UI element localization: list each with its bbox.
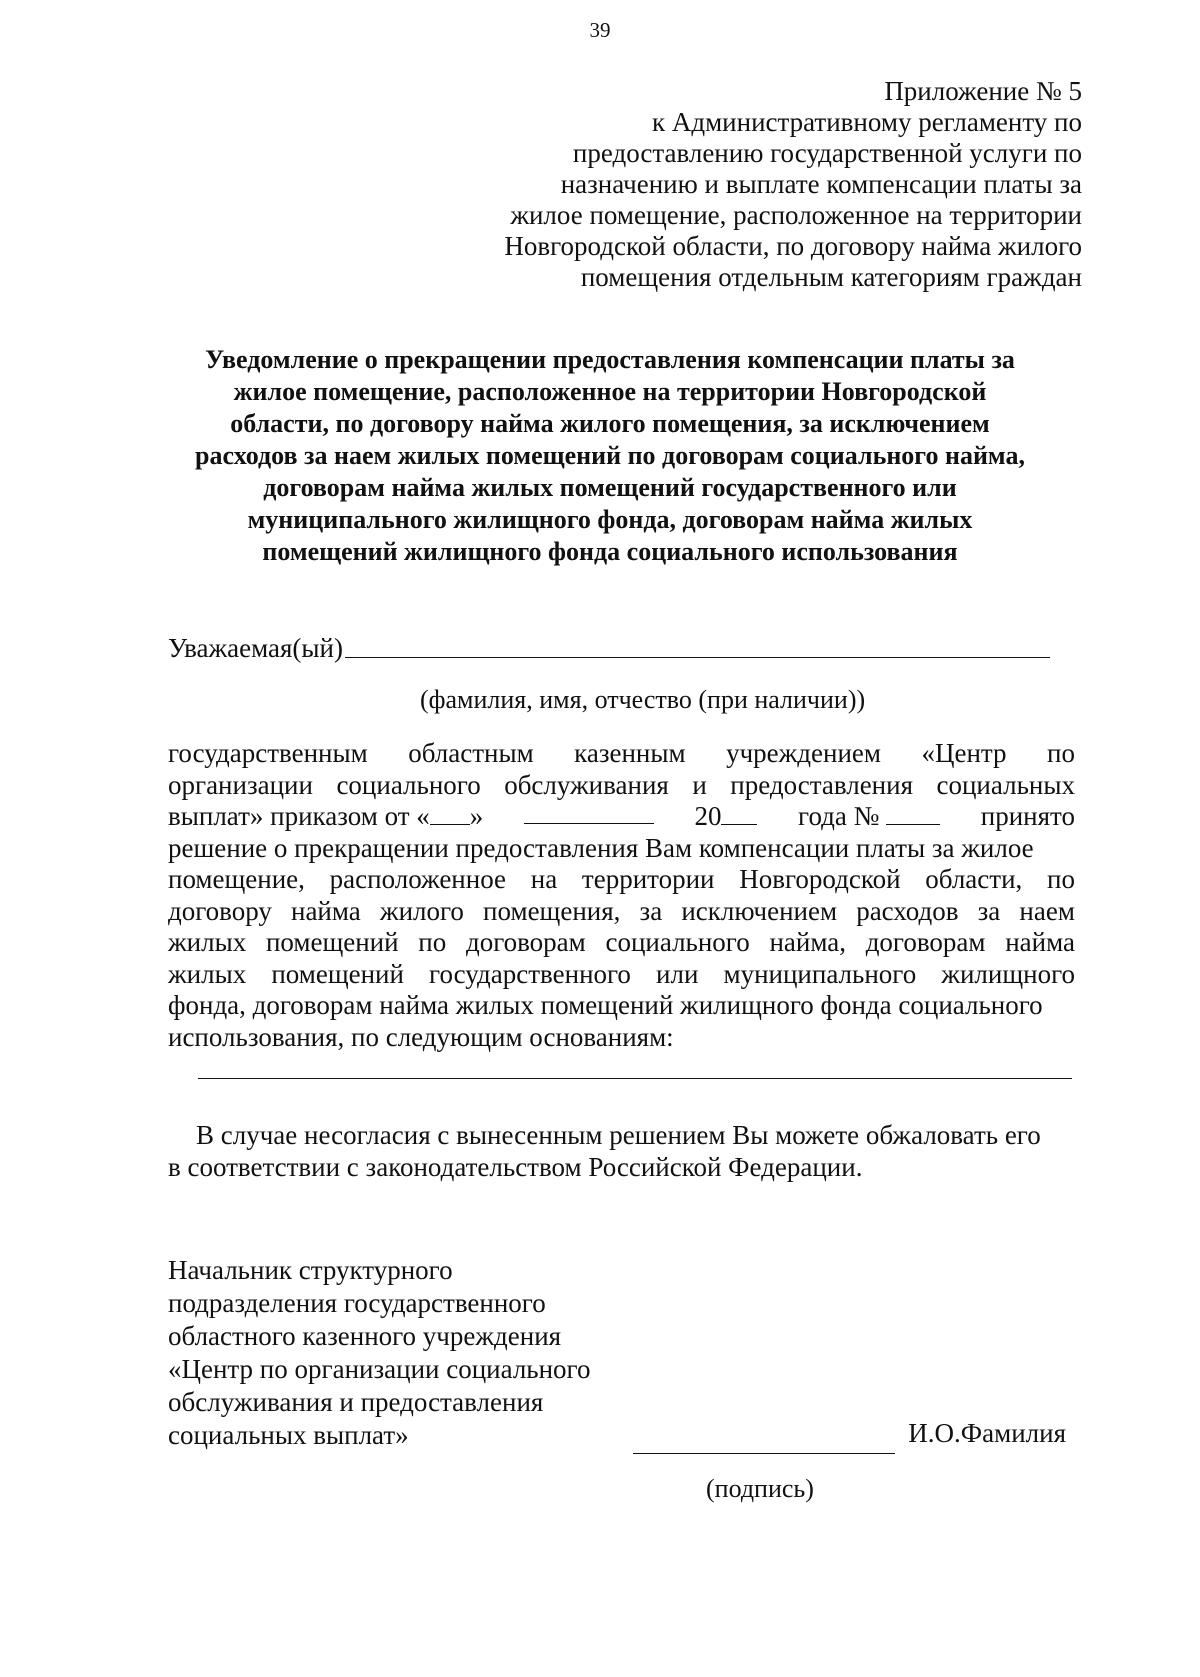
title-line: договорам найма жилых помещений государственного или xyxy=(263,473,957,502)
body-line: решение о прекращении предоставления Вам компенсации платы за жилое xyxy=(168,832,1034,863)
title-line: расходов за наем жилых помещений по договорам социального найма, xyxy=(195,441,1025,470)
appendix-line: назначению и выплате компенсации платы за xyxy=(560,169,1082,199)
title-line: Уведомление о прекращении предоставления компенсации платы за xyxy=(205,345,1015,374)
signer-block xyxy=(168,1254,648,1452)
appendix-line: к Административному регламенту по xyxy=(651,107,1082,137)
recipient-name-caption: (фамилия, имя, отчество (при наличии)) xyxy=(420,685,866,714)
body-line: организации социального обслуживания и предоставления социальных xyxy=(168,769,1075,800)
body-line: использования, по следующим основаниям: xyxy=(168,1021,674,1052)
signer-name: И.О.Фамилия xyxy=(908,1418,1066,1448)
appeal-line: в соответствии с законодательством Российской Федерации. xyxy=(168,1151,863,1182)
document-title xyxy=(160,344,1060,568)
appendix-line: жилое помещение, расположенное на территории xyxy=(510,200,1082,230)
recipient-name-blank xyxy=(345,653,1050,658)
signer-line: социальных выплат» xyxy=(168,1420,409,1450)
order-day-blank xyxy=(430,802,470,825)
page-number: 39 xyxy=(589,18,611,42)
body-line: помещение, расположенное на территории Новгородской области, по xyxy=(168,864,1075,894)
title-line: области, по договору найма жилого помещения, за исключением xyxy=(230,409,990,438)
signer-line: подразделения государственного xyxy=(168,1288,546,1318)
title-line: муниципального жилищного фонда, договорам найма жилых xyxy=(247,505,973,534)
signature-caption: (подпись) xyxy=(706,1474,814,1503)
body-line-order-details: выплат» приказом от « » 20 года № принято xyxy=(168,801,1075,831)
appendix-line: предоставлению государственной услуги по xyxy=(572,138,1082,168)
signer-line: обслуживания и предоставления xyxy=(168,1387,544,1417)
order-number-blank xyxy=(886,802,940,825)
reasons-blank-line xyxy=(198,1078,1072,1079)
signer-line: областного казенного учреждения xyxy=(168,1321,562,1351)
body-line: фонда, договорам найма жилых помещений жилищного фонда социального xyxy=(168,990,1043,1020)
appeal-line: В случае несогласия с вынесенным решением Вы можете обжаловать его xyxy=(196,1120,1041,1150)
body-line: договору найма жилого помещения, за исключением расходов за наем xyxy=(168,895,1075,926)
body-line: жилых помещений государственного или муниципального жилищного xyxy=(168,958,1075,989)
title-line: жилое помещение, расположенное на территории Новгородской xyxy=(233,377,987,406)
signer-line: «Центр по организации социального xyxy=(168,1354,591,1384)
appeal-paragraph xyxy=(168,1120,1075,1183)
body-line: государственным областным казенным учреждением «Центр по xyxy=(168,738,1075,768)
appendix-header xyxy=(462,76,1082,293)
notice-body xyxy=(168,738,1075,1053)
appendix-line: помещения отдельным категориям граждан xyxy=(580,262,1082,292)
appendix-line: Приложение № 5 xyxy=(884,76,1082,106)
signature-blank-line xyxy=(633,1453,895,1454)
order-month-blank xyxy=(524,801,654,824)
greeting-label: Уважаемая(ый) xyxy=(168,633,343,663)
greeting-row xyxy=(168,630,1068,664)
appendix-line: Новгородской области, по договору найма жилого xyxy=(504,231,1082,261)
signer-line: Начальник структурного xyxy=(168,1255,453,1285)
body-line: жилых помещений по договорам социального найма, договорам найма xyxy=(168,927,1075,957)
order-year-blank xyxy=(721,802,757,825)
title-line: помещений жилищного фонда социального использования xyxy=(262,537,958,566)
